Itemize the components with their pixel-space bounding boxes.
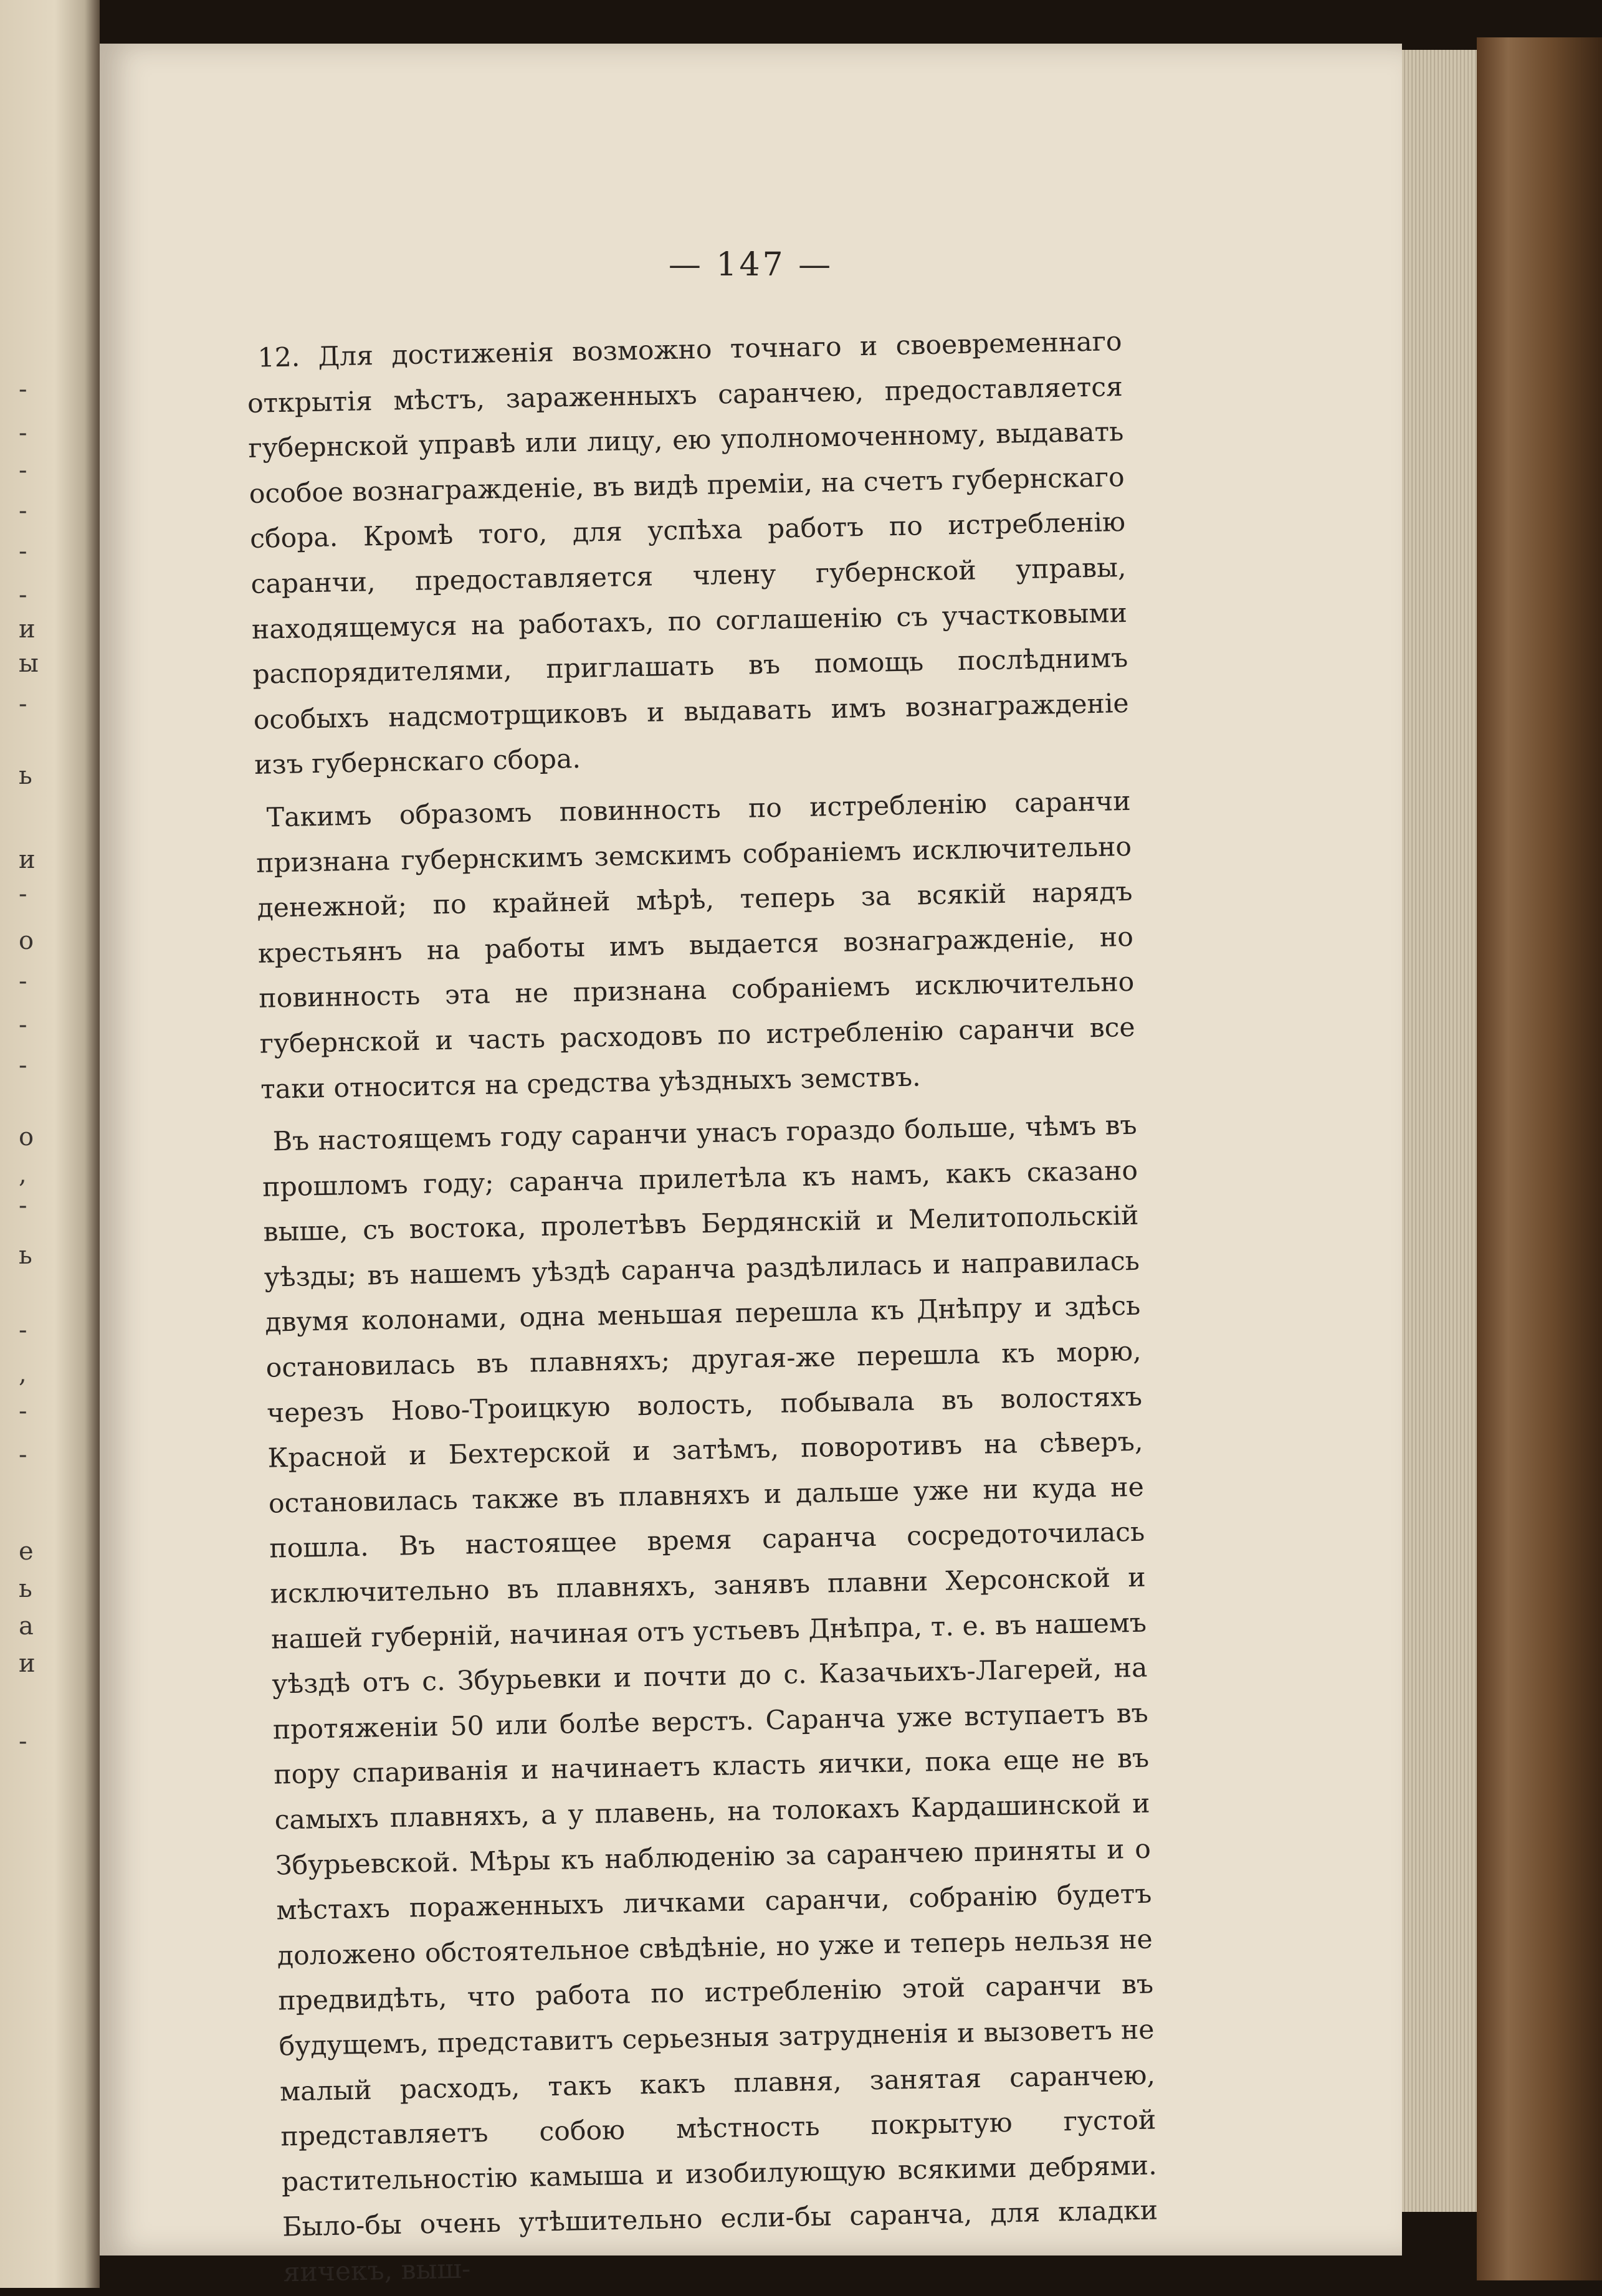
margin-mark: - bbox=[19, 1191, 27, 1220]
margin-mark: и bbox=[19, 615, 36, 644]
paragraph-1: 12. Для достиженія возможно точнаго и своевременнаго открытія мѣстъ, зараженныхъ саранчею, предоставляется губернской управѣ или лицу, ею уполномоченному, выдавать особое вознагражденіе, въ видѣ преміи, на счетъ губернскаго сбора. Кромѣ того, для успѣха работъ по истребленію саранчи, предоставляется члену губернской управы, находящемуся на работахъ, по соглашенію съ участковыми распорядителями, приглашать въ помощь послѣднимъ особыхъ надсмотрщиковъ и выдавать имъ вознагражденіе изъ губернскаго сбора. bbox=[247, 326, 1130, 781]
margin-mark: ы bbox=[19, 649, 39, 678]
margin-mark: - bbox=[19, 1397, 27, 1426]
margin-mark: е bbox=[19, 1537, 34, 1566]
margin-mark: ь bbox=[19, 1241, 32, 1270]
margin-mark: о bbox=[19, 926, 34, 955]
margin-mark: и bbox=[19, 1649, 36, 1678]
margin-mark: - bbox=[19, 1011, 27, 1039]
margin-mark: - bbox=[19, 967, 27, 996]
paragraph-3: Въ настоящемъ году саранчи унасъ гораздо больше, чѣмъ въ прошломъ году; саранча прилетѣла къ намъ, какъ сказано выше, съ востока, пролетѣвъ Бердянскій и Мелитопольскій уѣзды; въ нашемъ уѣздѣ саранча раздѣлилась и направилась двумя колонами, одна меньшая перешла къ Днѣпру и здѣсь остановилась въ плавняхъ; другая-же перешла къ морю, черезъ Ново-Троицкую волость, побывала въ волостяхъ Красной и Бехтерской и затѣмъ, поворотивъ на сѣверъ, остановилась также въ плавняхъ и дальше уже ни куда не пошла. Въ настоящее время саранча сосредоточилась исключительно въ плавняхъ, занявъ плавни Херсонской и нашей губерній, начиная отъ устьевъ Днѣпра, т. е. въ нашемъ уѣздѣ отъ с. Збурьевки и почти до с. Казачьихъ-Лагерей, на протяженіи 50 или болѣе верстъ. Саранча уже вступаетъ въ пору спариванія и начинаетъ класть яички, пока еще не въ самыхъ плавняхъ, а у плавень, на толокахъ Кардашинской и Збурьевской. Мѣры къ наблюденію за саранчею приняты и о мѣстахъ пораженныхъ личками саранчи, собранію будетъ доложено обстоятельное свѣдѣніе, но уже и теперь нельзя не предвидѣть, что работа по истребленію этой саранчи въ будущемъ, представитъ серьезныя затрудненія и вызоветъ не малый расходъ, такъ какъ плавня, занятая саранчею, представляетъ собою мѣстность покрытую густой растительностію камыша и изобилующую всякими дебрями. Было-бы очень утѣшительно если-бы саранча, для кладки яичекъ, выш- bbox=[262, 1110, 1158, 2289]
margin-mark: - bbox=[19, 497, 27, 525]
margin-mark: ь bbox=[19, 761, 32, 790]
margin-mark: - bbox=[19, 537, 27, 566]
margin-mark: - bbox=[19, 419, 27, 447]
margin-mark: - bbox=[19, 1316, 27, 1345]
margin-mark: , bbox=[19, 1160, 27, 1189]
book-cover-edge bbox=[1477, 37, 1602, 2280]
margin-mark: - bbox=[19, 456, 27, 485]
margin-mark: а bbox=[19, 1612, 34, 1641]
body-text bbox=[246, 320, 1159, 2296]
paragraph-2: Такимъ образомъ повинность по истребленію саранчи признана губернскимъ земскимъ собраніемъ исключительно денежной; по крайней мѣрѣ, теперь за всякій нарядъ крестьянъ на работы имъ выдается вознагражденіе, но повинность эта не признана собраніемъ исключительно губернской и часть расходовъ по истребленію саранчи все таки относится на средства уѣздныхъ земствъ. bbox=[255, 786, 1136, 1105]
margin-mark: и bbox=[19, 846, 36, 874]
page-number: — 147 — bbox=[668, 246, 834, 283]
margin-mark: - bbox=[19, 375, 27, 404]
facing-page-marks bbox=[19, 0, 69, 2288]
margin-mark: - bbox=[19, 880, 27, 908]
margin-mark: о bbox=[19, 1123, 34, 1151]
margin-mark: - bbox=[19, 1051, 27, 1080]
margin-mark: - bbox=[19, 581, 27, 609]
margin-mark: ь bbox=[19, 1574, 32, 1603]
margin-mark: , bbox=[19, 1360, 27, 1388]
margin-mark: - bbox=[19, 690, 27, 718]
margin-mark: - bbox=[19, 1727, 27, 1756]
margin-mark: - bbox=[19, 1441, 27, 1469]
facing-page-edge bbox=[0, 0, 100, 2288]
page-block-edges bbox=[1402, 50, 1477, 2212]
